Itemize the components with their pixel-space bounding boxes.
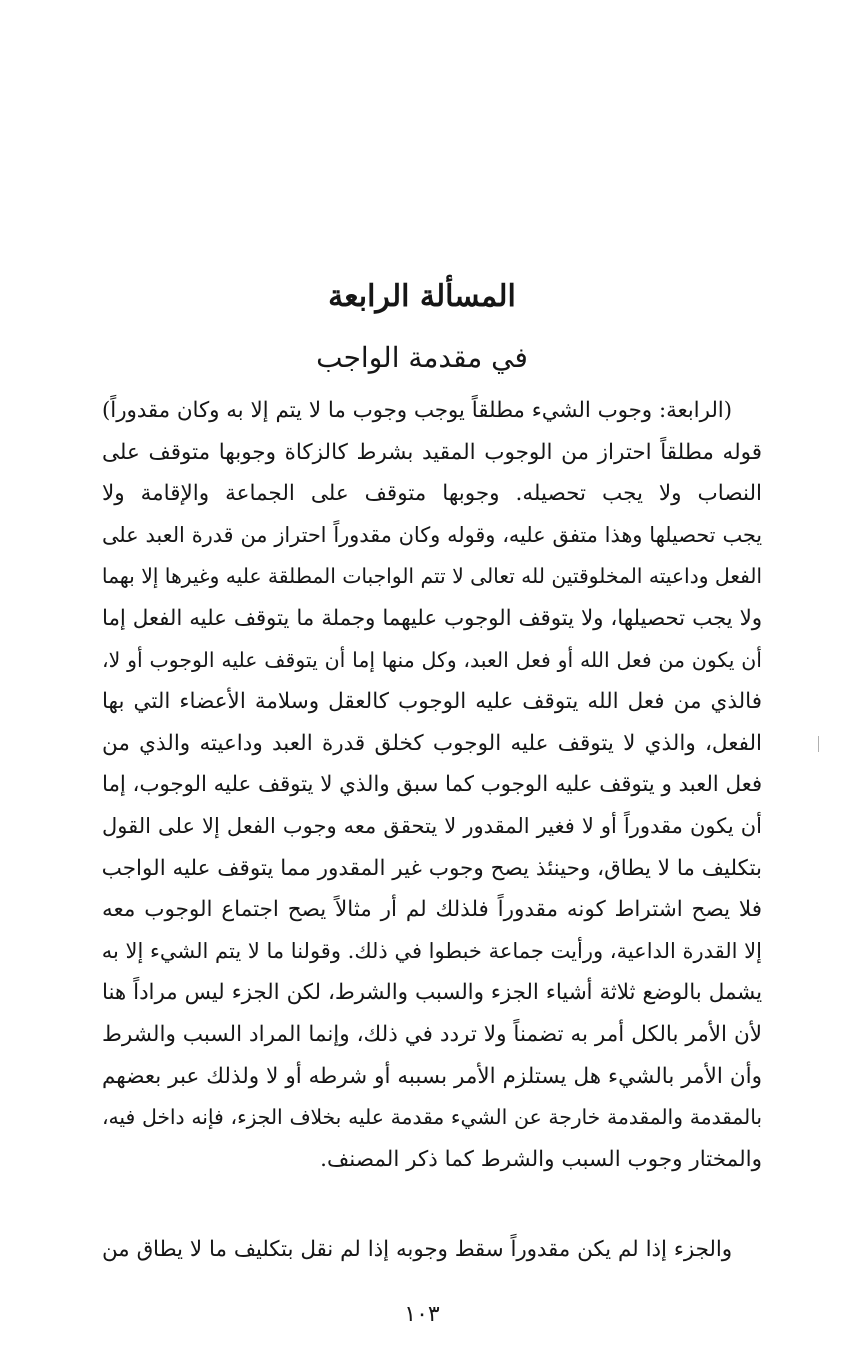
text-line: (الرابعة: وجوب الشيء مطلقاً يوجب وجوب ما لا يتم إلا به وكان مقدوراً) (102, 398, 732, 423)
page-number: ١٠٣ (404, 1302, 440, 1327)
text-line: فعل العبد و يتوقف عليه الوجوب كما سبق والذي لا يتوقف عليه الوجوب، إما (102, 772, 762, 798)
chapter-title: المسألة الرابعة (328, 279, 516, 314)
text-line: أن يكون من فعل الله أو فعل العبد، وكل منها إما أن يتوقف عليه الوجوب أو لا، (102, 647, 762, 672)
text-line: فلا يصح اشتراط كونه مقدوراً فلذلك لم أر مثالاً يصح اجتماع الوجوب معه (102, 897, 762, 923)
text-line: بتكليف ما لا يطاق، وحينئذ يصح وجوب غير المقدور مما يتوقف عليه الواجب (102, 855, 762, 881)
text-line: الفعل وداعيته المخلوقتين لله تعالى لا تتم الواجبات المطلقة عليه وغيرها إلا بهما (102, 564, 762, 589)
text-line: إلا القدرة الداعية، ورأيت جماعة خبطوا في ذلك. وقولنا ما لا يتم الشيء إلا به (102, 938, 762, 963)
paragraph-2 (102, 1229, 762, 1271)
text-line: فالذي من فعل الله يتوقف عليه الوجوب كالعقل وسلامة الأعضاء التي بها (102, 689, 762, 715)
text-line: يجب تحصيلها وهذا متفق عليه، وقوله وكان مقدوراً احتراز من قدرة العبد على (102, 522, 762, 547)
text-line: بالمقدمة والمقدمة خارجة عن الشيء مقدمة عليه بخلاف الجزء، فإنه داخل فيه، (102, 1105, 762, 1130)
text-line: يشمل بالوضع ثلاثة أشياء الجزء والسبب والشرط، لكن الجزء ليس مراداً هنا (102, 980, 762, 1006)
margin-mark (818, 736, 819, 752)
text-line: والجزء إذا لم يكن مقدوراً سقط وجوبه إذا لم نقل بتكليف ما لا يطاق من (102, 1237, 732, 1262)
text-line: وأن الأمر بالشيء هل يستلزم الأمر بسببه أو شرطه أو لا ولذلك عبر بعضهم (102, 1063, 762, 1089)
text-line: لأن الأمر بالكل أمر به تضمناً ولا تردد في ذلك، وإنما المراد السبب والشرط (102, 1021, 762, 1047)
text-line: ولا يجب تحصيلها، ولا يتوقف الوجوب عليهما وجملة ما يتوقف عليه الفعل إما (102, 605, 762, 631)
chapter-subtitle: في مقدمة الواجب (316, 341, 528, 374)
text-line: أن يكون مقدوراً أو لا فغير المقدور لا يتحقق معه وجوب الفعل إلا على القول (102, 813, 762, 838)
text-line: الفعل، والذي لا يتوقف عليه الوجوب كخلق قدرة العبد وداعيته والذي من (102, 730, 762, 756)
text-line: النصاب ولا يجب تحصيله. وجوبها متوقف على الجماعة والإقامة ولا (102, 481, 762, 507)
text-line: والمختار وجوب السبب والشرط كما ذكر المصنف. (320, 1146, 762, 1172)
paragraph-1 (102, 390, 762, 1180)
text-line: قوله مطلقاً احتراز من الوجوب المقيد بشرط كالزكاة وجوبها متوقف على (102, 439, 762, 465)
